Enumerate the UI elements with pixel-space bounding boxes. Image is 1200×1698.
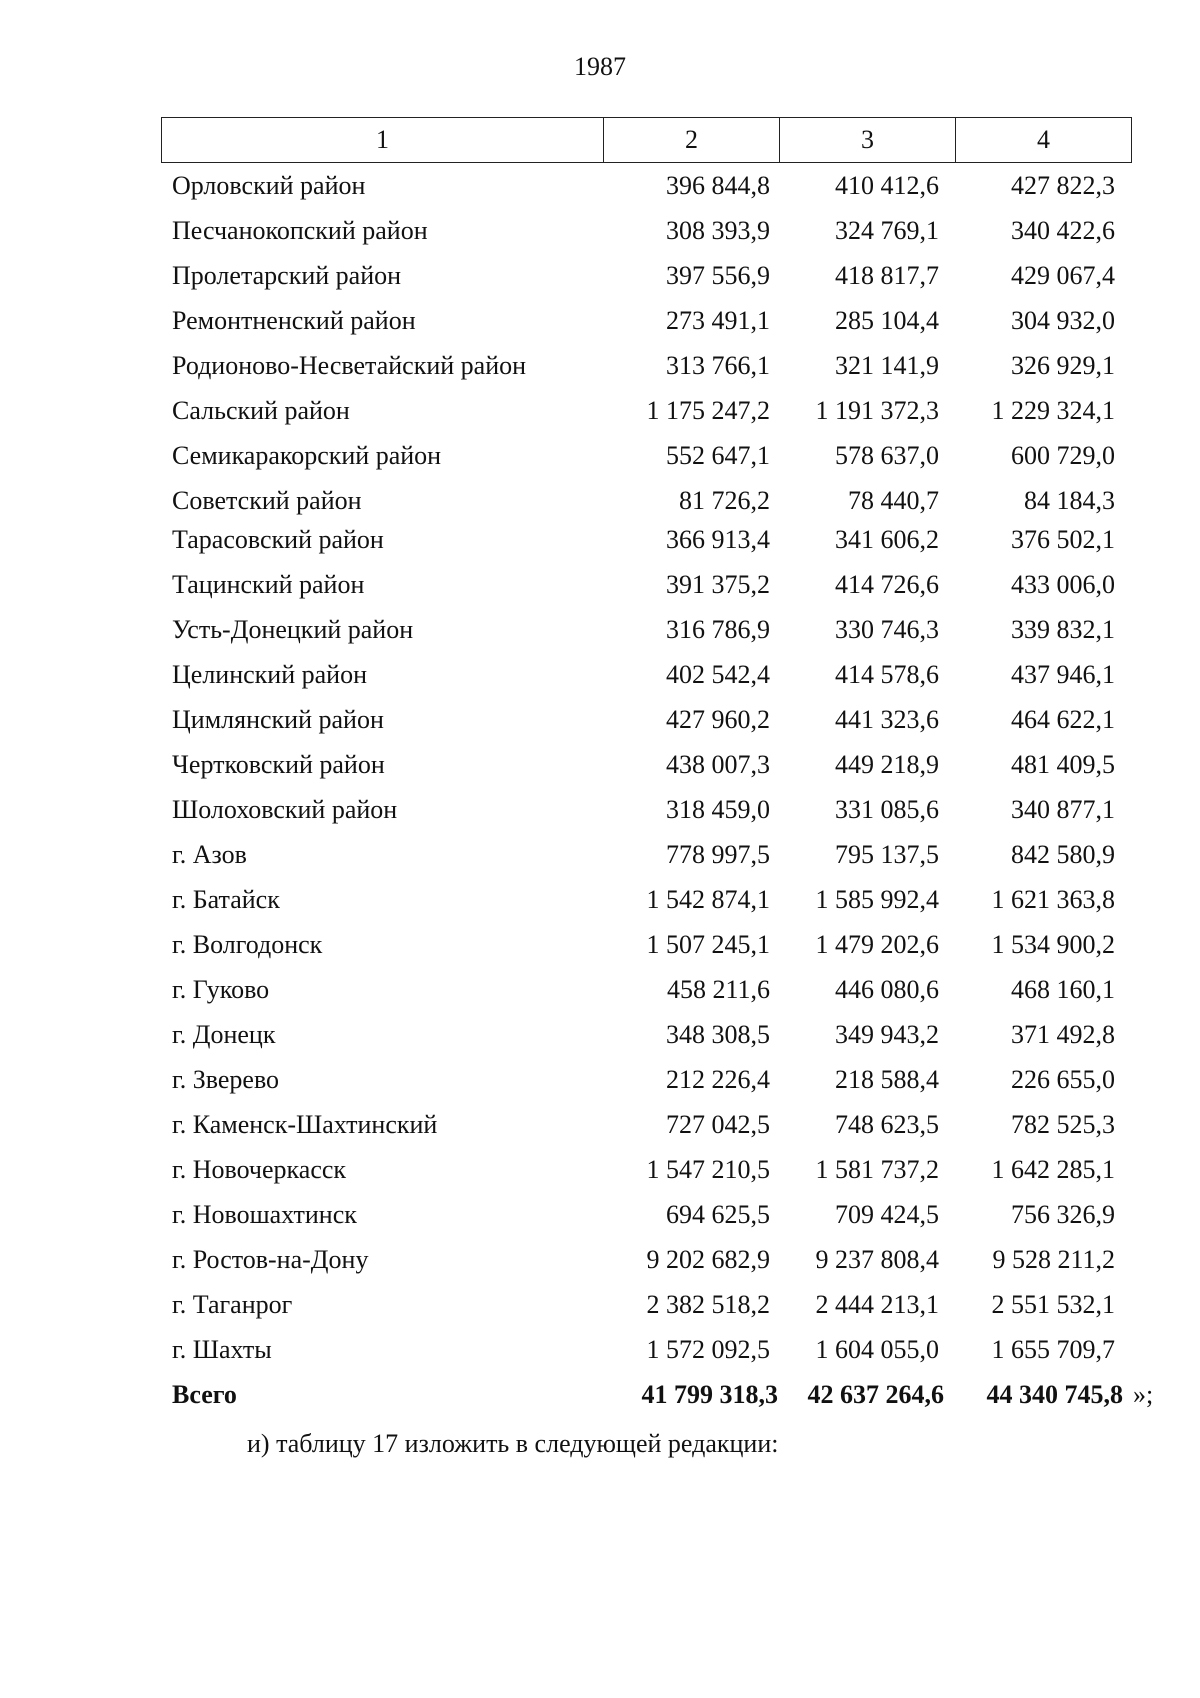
row-value-col-4: 304 932,0 — [1011, 306, 1115, 335]
table-row — [172, 393, 1172, 438]
row-value-col-2: 316 786,9 — [666, 615, 770, 644]
row-value-col-2: 1 542 874,1 — [646, 885, 770, 914]
header-col-1: 1 — [162, 118, 604, 162]
table-row — [172, 747, 1172, 792]
row-name: г. Новочеркасск — [172, 1155, 347, 1184]
row-value-col-4: 427 822,3 — [1011, 171, 1115, 200]
row-value-col-3: 330 746,3 — [835, 615, 939, 644]
row-value-col-2: 397 556,9 — [666, 261, 770, 290]
row-value-col-3: 1 191 372,3 — [815, 396, 939, 425]
row-value-col-4: 340 422,6 — [1011, 216, 1115, 245]
row-name: г. Каменск-Шахтинский — [172, 1110, 438, 1139]
row-value-col-2: 212 226,4 — [666, 1065, 770, 1094]
row-name: Родионово-Несветайский район — [172, 351, 527, 380]
row-value-col-3: 449 218,9 — [835, 750, 939, 779]
row-value-col-2: 727 042,5 — [666, 1110, 770, 1139]
row-value-col-4: 600 729,0 — [1011, 441, 1115, 470]
table-row — [172, 1332, 1172, 1377]
row-value-col-2: 348 308,5 — [666, 1020, 770, 1049]
table-body — [172, 168, 1172, 1422]
table-row — [172, 438, 1172, 483]
row-value-col-3: 414 726,6 — [835, 570, 939, 599]
row-name: Советский район — [172, 486, 362, 515]
row-value-col-4: 468 160,1 — [1011, 975, 1115, 1004]
row-value-col-4: 2 551 532,1 — [991, 1290, 1115, 1319]
row-value-col-2: 1 507 245,1 — [646, 930, 770, 959]
row-value-col-3: 795 137,5 — [835, 840, 939, 869]
table-row — [172, 303, 1172, 348]
row-value-col-4: 84 184,3 — [1024, 486, 1115, 515]
row-value-col-2: 778 997,5 — [666, 840, 770, 869]
row-value-col-3: 410 412,6 — [835, 171, 939, 200]
table-row — [172, 1197, 1172, 1242]
row-value-col-4: 433 006,0 — [1011, 570, 1115, 599]
row-name: Усть-Донецкий район — [172, 615, 414, 644]
table-row — [172, 168, 1172, 213]
table-row — [172, 348, 1172, 393]
row-value-col-2: 2 382 518,2 — [646, 1290, 770, 1319]
row-value-col-4: 340 877,1 — [1011, 795, 1115, 824]
header-col-2: 2 — [604, 118, 780, 162]
row-value-col-3: 1 479 202,6 — [815, 930, 939, 959]
row-value-col-4: 339 832,1 — [1011, 615, 1115, 644]
row-value-col-3: 578 637,0 — [835, 441, 939, 470]
row-name: Сальский район — [172, 396, 350, 425]
row-value-col-2: 1 572 092,5 — [646, 1335, 770, 1364]
row-name: г. Шахты — [172, 1335, 272, 1364]
row-value-col-2: 391 375,2 — [666, 570, 770, 599]
row-value-col-3: 78 440,7 — [848, 486, 939, 515]
row-name: Орловский район — [172, 171, 366, 200]
total-value-col-2: 41 799 318,3 — [641, 1380, 778, 1409]
row-name: г. Батайск — [172, 885, 280, 914]
table-header — [161, 117, 1132, 163]
header-col-4: 4 — [1037, 125, 1050, 154]
row-value-col-3: 1 604 055,0 — [815, 1335, 939, 1364]
row-value-col-3: 349 943,2 — [835, 1020, 939, 1049]
table-row — [172, 258, 1172, 303]
row-value-col-2: 694 625,5 — [666, 1200, 770, 1229]
row-name: г. Волгодонск — [172, 930, 323, 959]
table-row — [172, 972, 1172, 1017]
row-value-col-3: 441 323,6 — [835, 705, 939, 734]
table-row — [172, 882, 1172, 927]
table-row — [172, 927, 1172, 972]
row-value-col-3: 341 606,2 — [835, 525, 939, 554]
row-name: г. Зверево — [172, 1065, 280, 1094]
row-value-col-3: 218 588,4 — [835, 1065, 939, 1094]
row-value-col-4: 226 655,0 — [1011, 1065, 1115, 1094]
amendment-text: и) таблицу 17 изложить в следующей редакции: — [247, 1429, 779, 1458]
row-value-col-2: 1 547 210,5 — [646, 1155, 770, 1184]
row-name: г. Гуково — [172, 975, 270, 1004]
row-value-col-3: 1 581 737,2 — [815, 1155, 939, 1184]
row-value-col-3: 321 141,9 — [835, 351, 939, 380]
table-row — [172, 612, 1172, 657]
row-value-col-3: 446 080,6 — [835, 975, 939, 1004]
table-row — [172, 522, 1172, 567]
row-value-col-3: 1 585 992,4 — [815, 885, 939, 914]
row-value-col-4: 1 655 709,7 — [991, 1335, 1115, 1364]
row-value-col-2: 366 913,4 — [666, 525, 770, 554]
row-name: Цимлянский район — [172, 705, 384, 734]
table-row — [172, 1242, 1172, 1287]
row-value-col-4: 481 409,5 — [1011, 750, 1115, 779]
row-value-col-2: 458 211,6 — [666, 975, 770, 1004]
row-value-col-2: 318 459,0 — [666, 795, 770, 824]
row-value-col-4: 326 929,1 — [1011, 351, 1115, 380]
table-row — [172, 1062, 1172, 1107]
closing-quote: »; — [1133, 1380, 1154, 1409]
row-value-col-2: 308 393,9 — [666, 216, 770, 245]
row-value-col-3: 331 085,6 — [835, 795, 939, 824]
row-name: г. Ростов-на-Дону — [172, 1245, 369, 1274]
table-row — [172, 1107, 1172, 1152]
header-col-3: 3 — [780, 118, 956, 162]
total-value-col-4: 44 340 745,8 — [986, 1380, 1123, 1409]
row-name: Чертковский район — [172, 750, 385, 779]
row-value-col-2: 552 647,1 — [666, 441, 770, 470]
row-name: г. Азов — [172, 840, 247, 869]
table-row — [172, 1152, 1172, 1197]
row-value-col-2: 396 844,8 — [666, 171, 770, 200]
row-value-col-2: 438 007,3 — [666, 750, 770, 779]
row-value-col-4: 1 534 900,2 — [991, 930, 1115, 959]
table-row — [172, 792, 1172, 837]
row-name: г. Таганрог — [172, 1290, 293, 1319]
table-row — [172, 213, 1172, 258]
row-value-col-4: 376 502,1 — [1011, 525, 1115, 554]
row-value-col-4: 464 622,1 — [1011, 705, 1115, 734]
row-name: Тарасовский район — [172, 525, 384, 554]
row-value-col-4: 782 525,3 — [1011, 1110, 1115, 1139]
row-value-col-3: 414 578,6 — [835, 660, 939, 689]
row-value-col-3: 9 237 808,4 — [815, 1245, 939, 1274]
row-value-col-3: 748 623,5 — [835, 1110, 939, 1139]
row-name: Шолоховский район — [172, 795, 398, 824]
row-name: Целинский район — [172, 660, 367, 689]
row-name: Семикаракорский район — [172, 441, 442, 470]
row-value-col-2: 313 766,1 — [666, 351, 770, 380]
row-name: Ремонтненский район — [172, 306, 416, 335]
row-value-col-2: 81 726,2 — [679, 486, 770, 515]
page-number: 1987 — [574, 52, 626, 81]
row-value-col-4: 429 067,4 — [1011, 261, 1115, 290]
row-value-col-2: 402 542,4 — [666, 660, 770, 689]
row-name: г. Новошахтинск — [172, 1200, 357, 1229]
table-row — [172, 567, 1172, 612]
total-label: Всего — [172, 1380, 237, 1409]
table-row — [172, 657, 1172, 702]
table-row — [172, 1017, 1172, 1062]
row-value-col-4: 756 326,9 — [1011, 1200, 1115, 1229]
row-value-col-2: 9 202 682,9 — [646, 1245, 770, 1274]
row-name: Песчанокопский район — [172, 216, 428, 245]
row-value-col-4: 842 580,9 — [1011, 840, 1115, 869]
table-row — [172, 1287, 1172, 1332]
total-value-col-3: 42 637 264,6 — [807, 1380, 944, 1409]
row-value-col-3: 324 769,1 — [835, 216, 939, 245]
row-value-col-4: 1 621 363,8 — [991, 885, 1115, 914]
row-value-col-3: 709 424,5 — [835, 1200, 939, 1229]
row-value-col-4: 1 229 324,1 — [991, 396, 1115, 425]
row-value-col-3: 2 444 213,1 — [815, 1290, 939, 1319]
row-value-col-3: 285 104,4 — [835, 306, 939, 335]
row-value-col-2: 427 960,2 — [666, 705, 770, 734]
table-row — [172, 483, 1172, 522]
row-name: Пролетарский район — [172, 261, 402, 290]
table-total-row — [172, 1377, 1172, 1422]
table-row — [172, 837, 1172, 882]
row-value-col-2: 1 175 247,2 — [646, 396, 770, 425]
row-name: г. Донецк — [172, 1020, 276, 1049]
row-name: Тацинский район — [172, 570, 365, 599]
row-value-col-4: 1 642 285,1 — [991, 1155, 1115, 1184]
row-value-col-2: 273 491,1 — [666, 306, 770, 335]
row-value-col-4: 437 946,1 — [1011, 660, 1115, 689]
row-value-col-4: 371 492,8 — [1011, 1020, 1115, 1049]
row-value-col-4: 9 528 211,2 — [992, 1245, 1115, 1274]
table-row — [172, 702, 1172, 747]
row-value-col-3: 418 817,7 — [835, 261, 939, 290]
